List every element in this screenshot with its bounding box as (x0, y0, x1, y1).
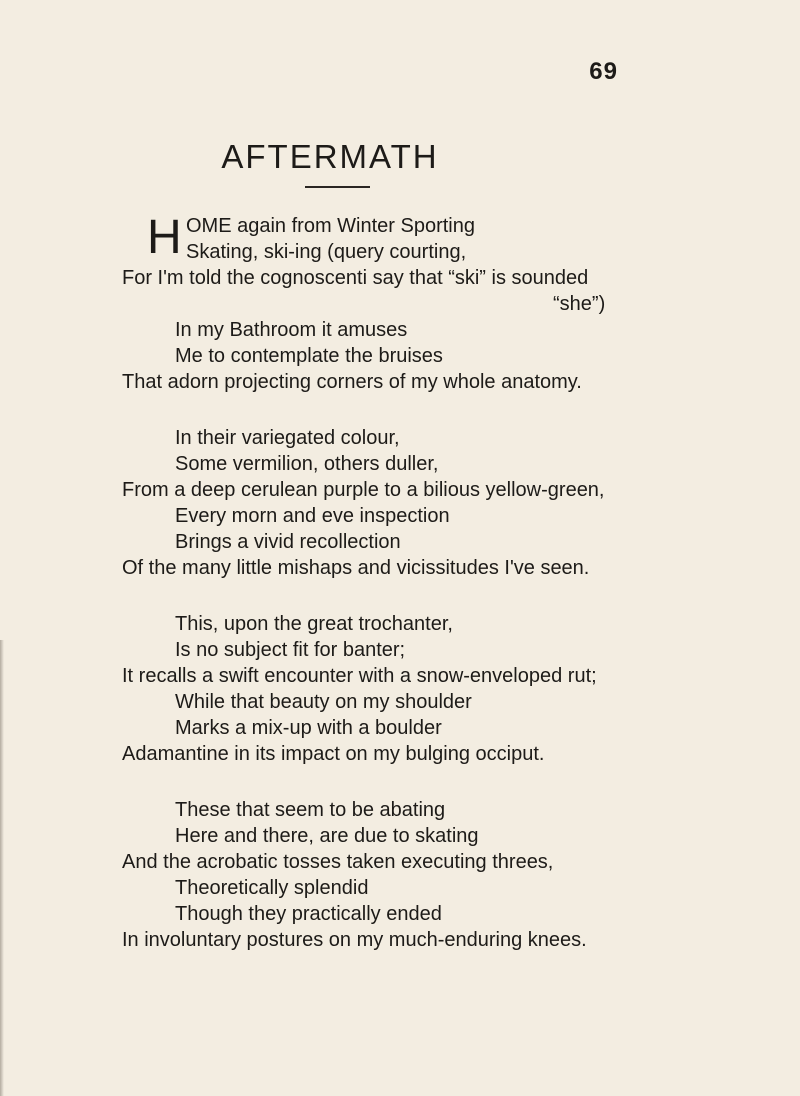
poem-line: Brings a vivid recollection (175, 531, 401, 553)
poem-line: “she”) (553, 293, 606, 315)
poem-line: Some vermilion, others duller, (175, 453, 439, 475)
drop-cap: H (147, 211, 182, 264)
poem-line: Every morn and eve inspection (175, 505, 450, 527)
poem-line: It recalls a swift encounter with a snow-enveloped rut; (122, 665, 597, 687)
poem-line: Me to contemplate the bruises (175, 345, 443, 367)
poem-line: In involuntary postures on my much-enduring knees. (122, 929, 587, 951)
poem-line: That adorn projecting corners of my whole anatomy. (122, 371, 582, 393)
poem-line: While that beauty on my shoulder (175, 691, 472, 713)
poem-line: Here and there, are due to skating (175, 825, 479, 847)
poem-line: Theoretically splendid (175, 877, 369, 899)
page-number: 69 (589, 58, 618, 85)
poem-line: For I'm told the cognoscenti say that “ski” is sounded (122, 267, 589, 289)
page-title: AFTERMATH (221, 138, 439, 175)
poem-line: In my Bathroom it amuses (175, 319, 408, 341)
poem-line: In their variegated colour, (175, 427, 400, 449)
poem-line: Though they practically ended (175, 903, 442, 925)
poem-line: And the acrobatic tosses taken executing threes, (122, 851, 554, 873)
poem-line: These that seem to be abating (175, 799, 446, 821)
poem-line: OME again from Winter Sporting (186, 215, 475, 237)
poem-line: This, upon the great trochanter, (175, 613, 453, 635)
poem-line: Skating, ski-ing (query courting, (186, 241, 467, 263)
poem-line: Of the many little mishaps and vicissitudes I've seen. (122, 557, 590, 579)
poem-line: From a deep cerulean purple to a bilious yellow-green, (122, 479, 605, 501)
poem-line: Marks a mix-up with a boulder (175, 717, 442, 739)
poem-line: Adamantine in its impact on my bulging occiput. (122, 743, 545, 765)
poem-line: Is no subject fit for banter; (175, 639, 406, 661)
